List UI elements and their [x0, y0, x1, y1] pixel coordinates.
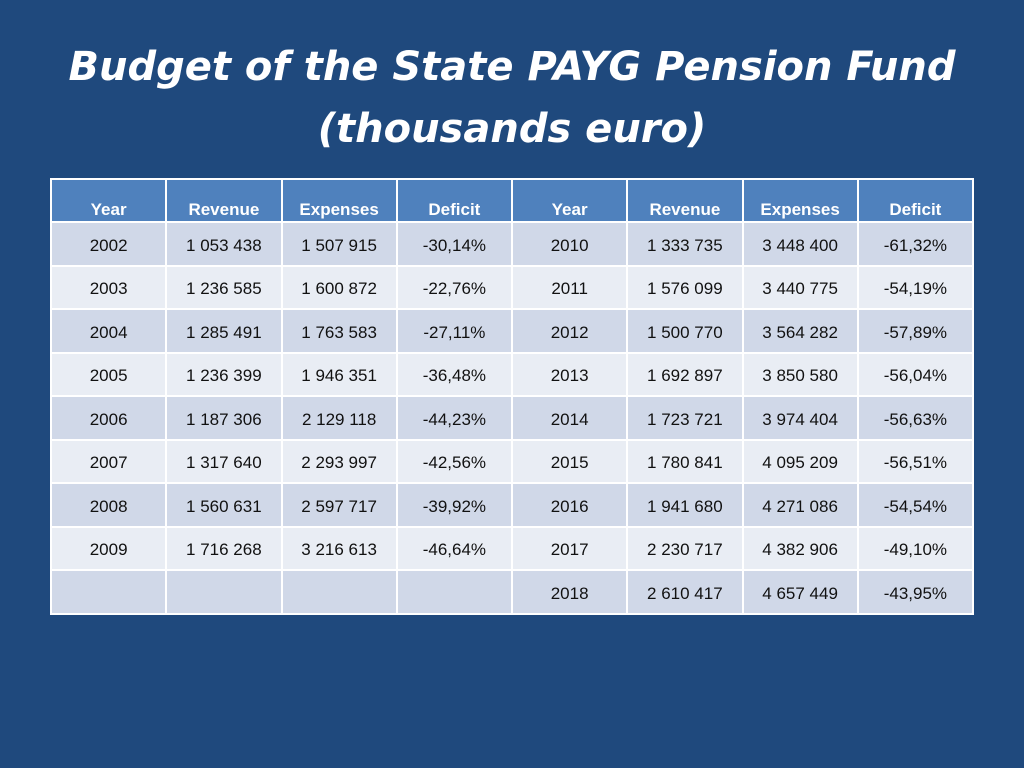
table-cell: 1 236 399	[166, 353, 281, 397]
table-cell: 1 600 872	[282, 266, 397, 310]
table-cell: -56,04%	[858, 353, 973, 397]
table-cell: 2008	[51, 483, 166, 527]
table-cell: 2009	[51, 527, 166, 571]
table-cell: 3 564 282	[743, 309, 858, 353]
table-cell: 1 053 438	[166, 222, 281, 266]
header-year: Year	[51, 179, 166, 222]
table-cell: 2016	[512, 483, 627, 527]
table-cell: 1 333 735	[627, 222, 742, 266]
table-cell: 1 716 268	[166, 527, 281, 571]
table-cell: 1 576 099	[627, 266, 742, 310]
table-cell: -56,51%	[858, 440, 973, 484]
table-cell: 2007	[51, 440, 166, 484]
table-cell: -43,95%	[858, 570, 973, 614]
table-row	[51, 570, 973, 614]
table-cell: 3 216 613	[282, 527, 397, 571]
table-row	[51, 353, 973, 397]
table-cell: 2 129 118	[282, 396, 397, 440]
table-cell: 1 763 583	[282, 309, 397, 353]
table-cell: 2003	[51, 266, 166, 310]
table-row	[51, 527, 973, 571]
table-cell: 1 317 640	[166, 440, 281, 484]
table-cell: -61,32%	[858, 222, 973, 266]
table-cell: -36,48%	[397, 353, 512, 397]
table-cell: 1 723 721	[627, 396, 742, 440]
table-row	[51, 483, 973, 527]
header-expenses: Expenses	[743, 179, 858, 222]
table-cell: 2 230 717	[627, 527, 742, 571]
table-cell: 2 293 997	[282, 440, 397, 484]
table-cell: 1 187 306	[166, 396, 281, 440]
table-cell: 2006	[51, 396, 166, 440]
header-deficit: Deficit	[858, 179, 973, 222]
table-cell: -54,54%	[858, 483, 973, 527]
table-cell: 1 941 680	[627, 483, 742, 527]
table-cell: 3 974 404	[743, 396, 858, 440]
table-cell: -42,56%	[397, 440, 512, 484]
budget-table	[50, 178, 974, 615]
header-revenue: Revenue	[627, 179, 742, 222]
table-row	[51, 266, 973, 310]
table-row	[51, 440, 973, 484]
table-row	[51, 309, 973, 353]
table-cell: 3 440 775	[743, 266, 858, 310]
table-cell: 3 448 400	[743, 222, 858, 266]
table-cell: -39,92%	[397, 483, 512, 527]
table-cell: 2013	[512, 353, 627, 397]
budget-table-container	[50, 178, 974, 615]
table-cell: -30,14%	[397, 222, 512, 266]
table-cell: 1 285 491	[166, 309, 281, 353]
table-cell: 4 095 209	[743, 440, 858, 484]
table-cell: 1 692 897	[627, 353, 742, 397]
table-cell: -22,76%	[397, 266, 512, 310]
table-cell: 4 271 086	[743, 483, 858, 527]
table-cell: 2014	[512, 396, 627, 440]
table-cell: 1 500 770	[627, 309, 742, 353]
table-header-row	[51, 179, 973, 222]
table-cell: -57,89%	[858, 309, 973, 353]
table-cell: 1 780 841	[627, 440, 742, 484]
table-cell: 2005	[51, 353, 166, 397]
table-cell: 3 850 580	[743, 353, 858, 397]
table-cell: -46,64%	[397, 527, 512, 571]
table-cell: 1 236 585	[166, 266, 281, 310]
table-cell: 4 382 906	[743, 527, 858, 571]
table-cell: -27,11%	[397, 309, 512, 353]
table-cell: -49,10%	[858, 527, 973, 571]
table-cell: -54,19%	[858, 266, 973, 310]
table-cell	[397, 570, 512, 614]
table-cell: -56,63%	[858, 396, 973, 440]
table-cell: -44,23%	[397, 396, 512, 440]
header-year: Year	[512, 179, 627, 222]
header-expenses: Expenses	[282, 179, 397, 222]
table-cell: 2002	[51, 222, 166, 266]
slide-title	[0, 36, 1024, 160]
table-cell: 2012	[512, 309, 627, 353]
table-cell: 2015	[512, 440, 627, 484]
table-cell: 2 597 717	[282, 483, 397, 527]
table-cell: 1 946 351	[282, 353, 397, 397]
table-row	[51, 396, 973, 440]
title-line-2: (thousands euro)	[317, 106, 707, 152]
table-cell: 2018	[512, 570, 627, 614]
table-cell	[282, 570, 397, 614]
table-cell: 2011	[512, 266, 627, 310]
header-revenue: Revenue	[166, 179, 281, 222]
title-line-1: Budget of the State PAYG Pension Fund	[68, 44, 956, 90]
table-cell	[51, 570, 166, 614]
table-cell: 4 657 449	[743, 570, 858, 614]
table-cell: 2010	[512, 222, 627, 266]
table-cell: 2004	[51, 309, 166, 353]
table-cell: 1 560 631	[166, 483, 281, 527]
table-cell: 1 507 915	[282, 222, 397, 266]
header-deficit: Deficit	[397, 179, 512, 222]
table-cell	[166, 570, 281, 614]
table-cell: 2 610 417	[627, 570, 742, 614]
table-row	[51, 222, 973, 266]
table-cell: 2017	[512, 527, 627, 571]
